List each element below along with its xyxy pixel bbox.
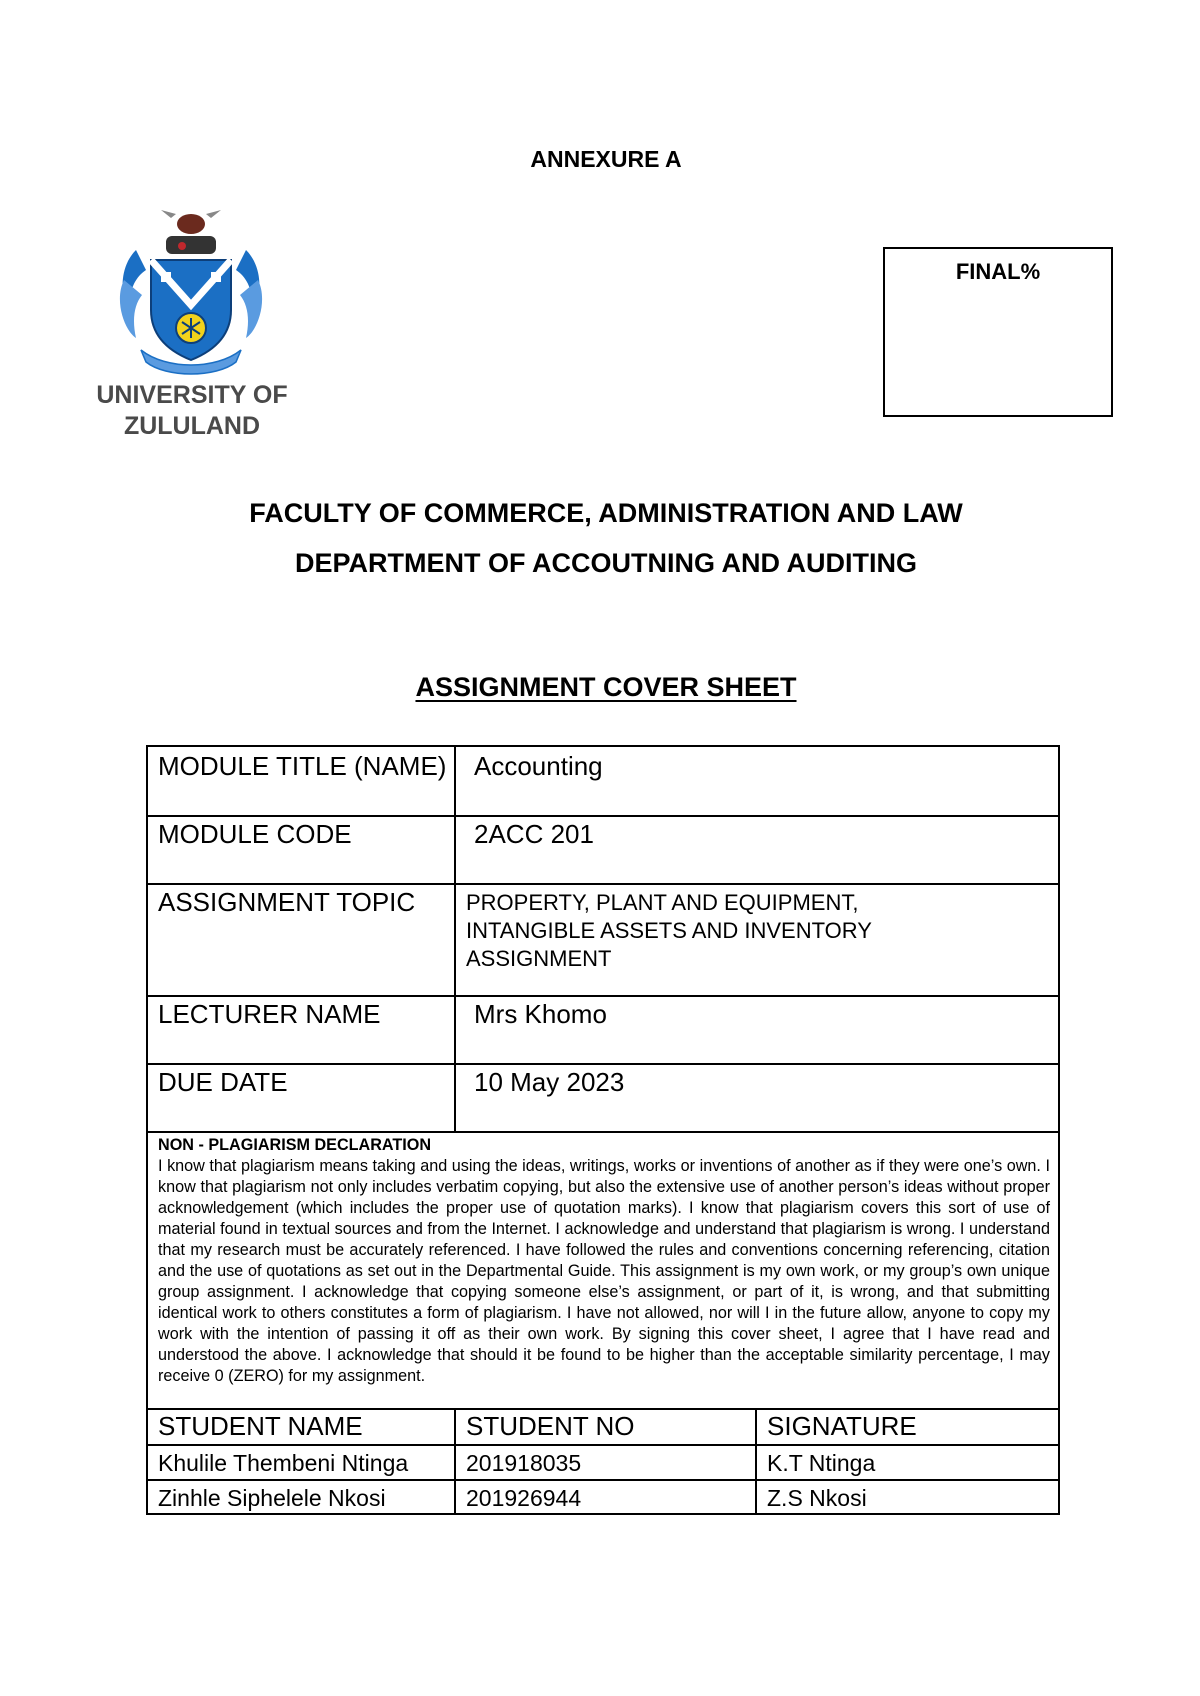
student-2-number: 201926944: [466, 1485, 582, 1511]
module-code-label: MODULE CODE: [158, 819, 352, 849]
module-title-label: MODULE TITLE (NAME): [158, 751, 447, 781]
student-name-header: STUDENT NAME: [158, 1411, 363, 1441]
lecturer-name-label: LECTURER NAME: [158, 999, 381, 1029]
department-heading: DEPARTMENT OF ACCOUTNING AND AUDITING: [295, 548, 917, 578]
crest-icon: [116, 210, 266, 375]
annexure-heading: ANNEXURE A: [530, 146, 682, 172]
student-2-name: Zinhle Siphelele Nkosi: [158, 1485, 386, 1511]
final-mark-box: [883, 247, 1113, 417]
student-1-signature: K.T Ntinga: [767, 1450, 876, 1476]
plagiarism-declaration: [158, 1135, 1050, 1387]
final-mark-label: FINAL%: [955, 259, 1041, 284]
university-name-line2: ZULULAND: [123, 412, 261, 440]
student-no-header: STUDENT NO: [466, 1411, 635, 1441]
student-1-number: 201918035: [466, 1450, 582, 1476]
declaration-title: NON - PLAGIARISM DECLARATION: [158, 1136, 432, 1154]
module-title-value: Accounting: [474, 751, 603, 781]
declaration-text: I know that plagiarism means taking and using the ideas, writings, works or inventions of another as if they were one’s own. I know that plagiarism not only includes verbatim copying, but also the extensive use of another person’s ideas without proper acknowledgement (which includes the proper use of quotation marks). I know that plagiarism covers this sort of use of material found in textual sources and from the Internet. I acknowledge and understand that plagiarism is wrong. I understand that my research must be accurately referenced. I have followed the rules and conventions concerning referencing, citation and the use of quotations as set out in the Departmental Guide. This assignment is my own work, or my group’s own unique group assignment. I acknowledge that copying someone else’s assignment, or part of it, is wrong, and that submitting identical work to others constitutes a form of plagiarism. I have not allowed, nor will I in the future allow, anyone to copy my work with the intention of passing it off as their own work. By signing this cover sheet, I agree that I have read and understood the above. I acknowledge that should it be found to be higher than the acceptable similarity percentage, I may receive 0 (ZERO) for my assignment.: [158, 1157, 1050, 1385]
due-date-value: 10 May 2023: [474, 1067, 625, 1097]
due-date-label: DUE DATE: [158, 1067, 288, 1097]
university-name: [92, 380, 292, 442]
student-1-name: Khulile Thembeni Ntinga: [158, 1450, 409, 1476]
faculty-heading: FACULTY OF COMMERCE, ADMINISTRATION AND LAW: [249, 498, 963, 528]
signature-header: SIGNATURE: [767, 1411, 917, 1441]
module-code-value: 2ACC 201: [474, 819, 594, 849]
lecturer-name-value: Mrs Khomo: [474, 999, 607, 1029]
student-2-signature: Z.S Nkosi: [767, 1485, 867, 1511]
cover-sheet-title-text: ASSIGNMENT COVER SHEET: [415, 672, 797, 702]
cover-sheet-title: [0, 672, 1200, 703]
cover-sheet-table: [146, 745, 1060, 1515]
assignment-topic-label: ASSIGNMENT TOPIC: [158, 887, 416, 917]
assignment-topic-value: PROPERTY, PLANT AND EQUIPMENT, INTANGIBLE ASSETS AND INVENTORY ASSIGNMENT: [466, 890, 872, 971]
university-logo: [92, 210, 302, 440]
university-name-line1: UNIVERSITY OF: [96, 381, 288, 409]
